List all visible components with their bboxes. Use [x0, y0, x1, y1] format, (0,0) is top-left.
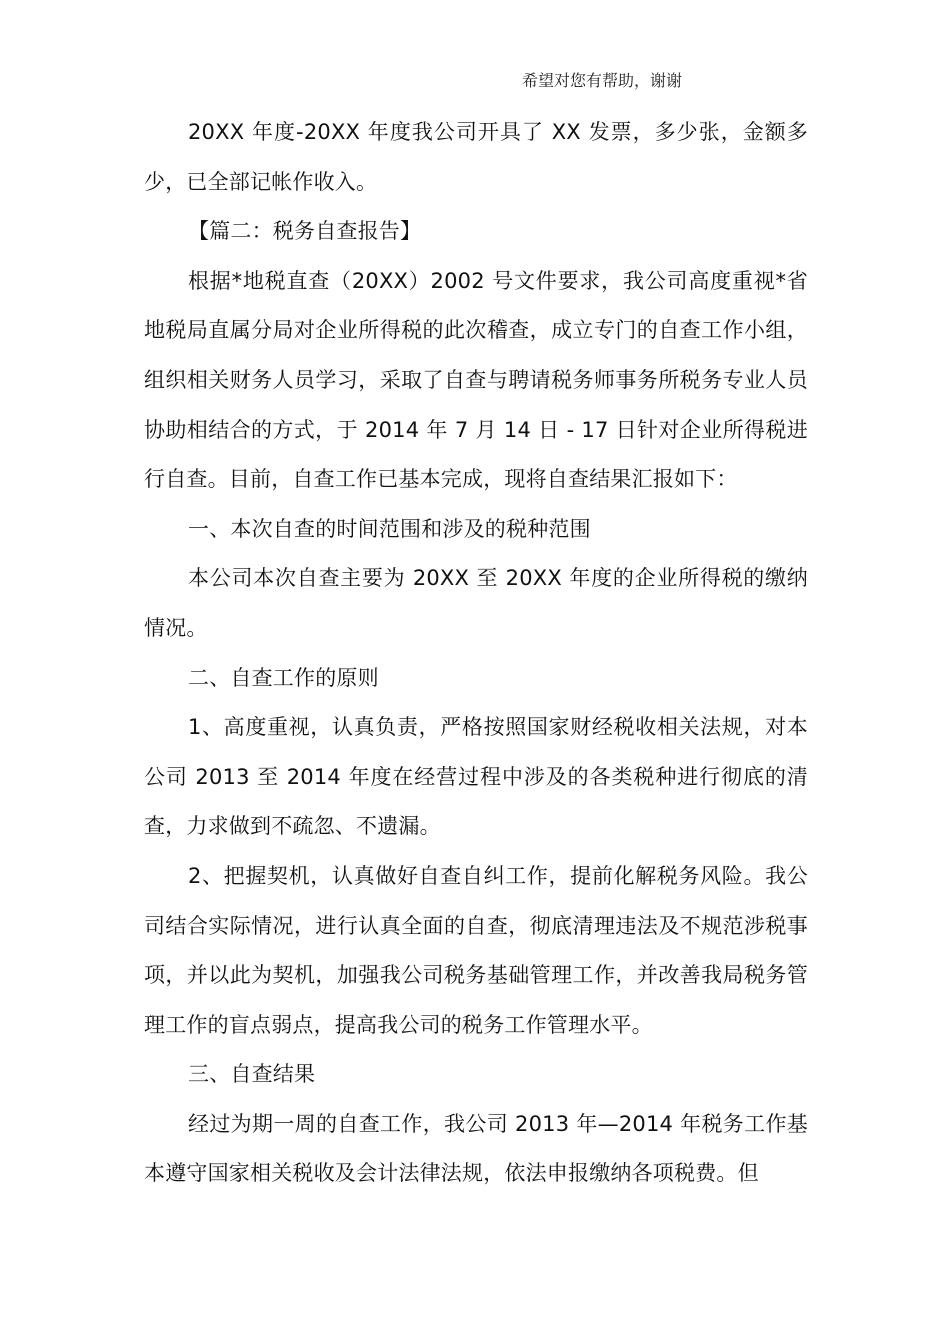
heading-results: 三、自查结果	[188, 1062, 316, 1087]
heading-scope: 一、本次自查的时间范围和涉及的税种范围	[188, 516, 591, 541]
header-note: 希望对您有帮助，谢谢	[522, 71, 683, 90]
paragraph-scope: 本公司本次自查主要为 20XX 至 20XX 年度的企业所得税的缴纳情况。	[144, 566, 808, 640]
document-body	[144, 108, 808, 1199]
paragraph-introduction: 根据*地税直查（20XX）2002 号文件要求，我公司高度重视*省地税局直属分局对企业所得税的此次稽查，成立专门的自查工作小组，组织相关财务人员学习，采取了自查与聘请税务师事务所税务专业人员协助相结合的方式，于 2014 年 7 月 14 日 - 17 日针对企业所得税进行自查。目前，自查工作已基本完成，现将自查结果汇报如下：	[144, 268, 808, 492]
heading-principles: 二、自查工作的原则	[188, 665, 379, 690]
paragraph-principle-one: 1、高度重视，认真负责，严格按照国家财经税收相关法规，对本公司 2013 至 2014 年度在经营过程中涉及的各类税种进行彻底的清查，力求做到不疏忽、不遗漏。	[144, 715, 808, 839]
paragraph-results: 经过为期一周的自查工作，我公司 2013 年—2014 年税务工作基本遵守国家相关税收及会计法律法规，依法申报缴纳各项税费。但	[144, 1111, 808, 1186]
paragraph-invoice-summary: 20XX 年度-20XX 年度我公司开具了 XX 发票，多少张，金额多少，已全部记帐作收入。	[144, 120, 808, 194]
section-title-part-two: 【篇二：税务自查报告】	[188, 219, 422, 244]
paragraph-principle-two: 2、把握契机，认真做好自查自纠工作，提前化解税务风险。我公司结合实际情况，进行认真全面的自查，彻底清理违法及不规范涉税事项，并以此为契机，加强我公司税务基础管理工作，并改善我局税务管理工作的盲点弱点，提高我公司的税务工作管理水平。	[144, 863, 808, 1037]
